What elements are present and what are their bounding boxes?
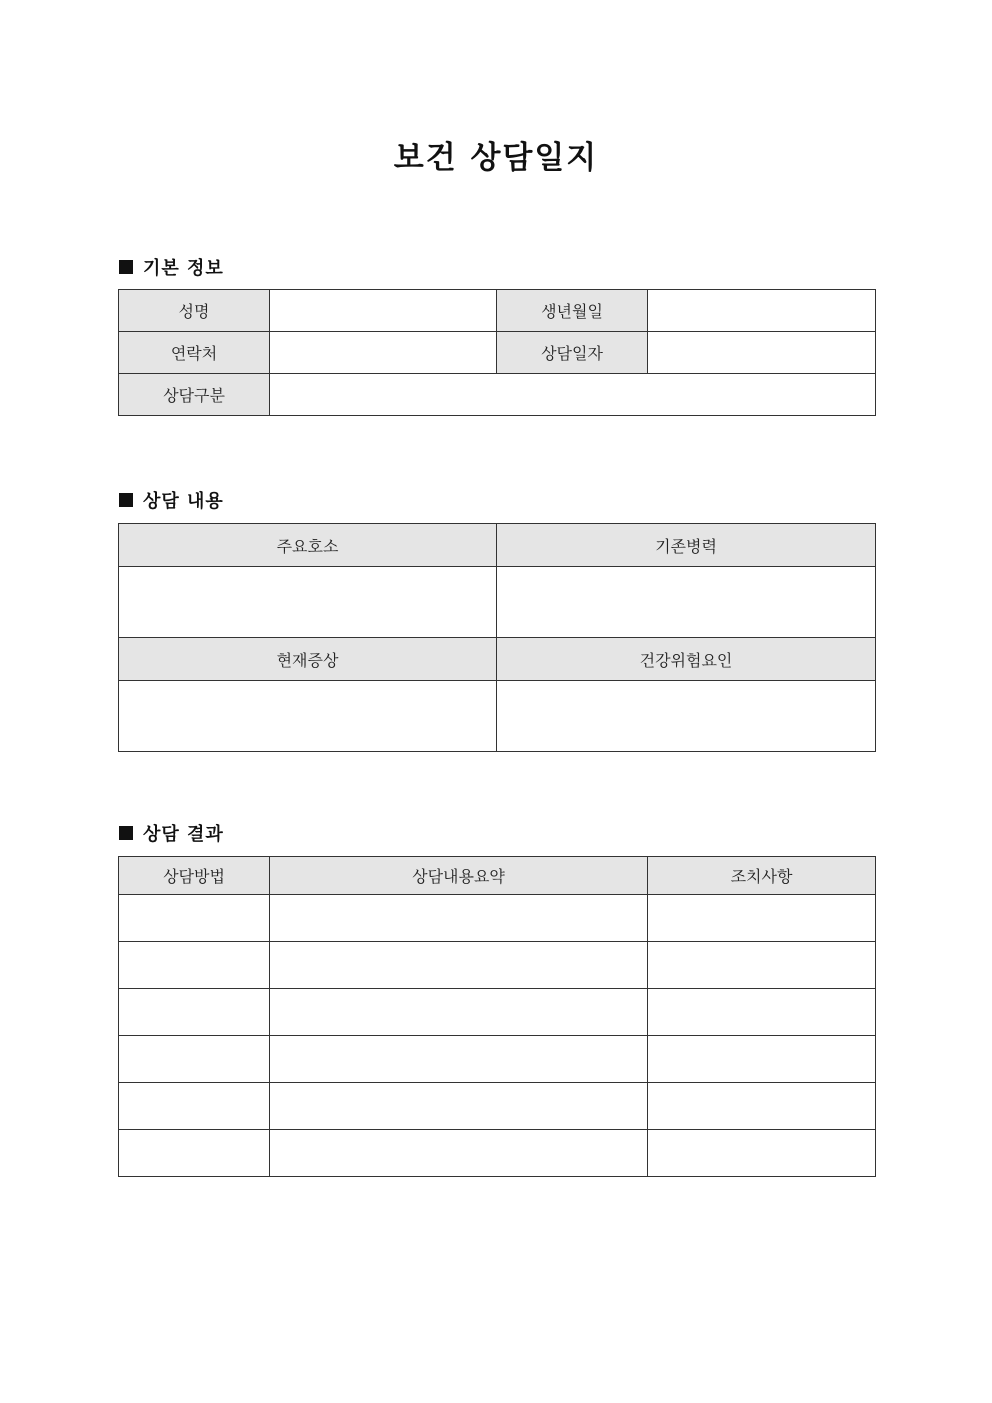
method-cell[interactable] — [119, 895, 270, 942]
table-row — [119, 942, 876, 989]
table-row — [119, 332, 876, 374]
table-row — [119, 989, 876, 1036]
past-history-label: 기존병력 — [497, 524, 876, 567]
section-heading-basic — [119, 254, 224, 280]
chief-complaint-label: 주요호소 — [119, 524, 497, 567]
section-heading-result-text: 상담 결과 — [143, 824, 224, 845]
past-history-field[interactable] — [497, 567, 876, 638]
action-cell[interactable] — [648, 942, 876, 989]
birth-date-label: 생년월일 — [497, 290, 648, 332]
method-cell[interactable] — [119, 1083, 270, 1130]
table-row — [119, 895, 876, 942]
current-symptoms-field[interactable] — [119, 681, 497, 752]
chief-complaint-field[interactable] — [119, 567, 497, 638]
summary-cell[interactable] — [270, 1083, 648, 1130]
summary-cell[interactable] — [270, 989, 648, 1036]
table-row — [119, 524, 876, 567]
table-row — [119, 681, 876, 752]
consult-category-label: 상담구분 — [119, 374, 270, 416]
consult-result-table — [118, 856, 876, 1177]
current-symptoms-label: 현재증상 — [119, 638, 497, 681]
method-cell[interactable] — [119, 1130, 270, 1177]
table-row — [119, 1036, 876, 1083]
table-row — [119, 1083, 876, 1130]
table-header-row — [119, 857, 876, 895]
table-row — [119, 290, 876, 332]
page-title: 보건 상담일지 — [393, 140, 599, 176]
consult-category-field[interactable] — [270, 374, 876, 416]
table-row — [119, 1130, 876, 1177]
basic-info-table — [118, 289, 876, 416]
name-label: 성명 — [119, 290, 270, 332]
action-cell[interactable] — [648, 1130, 876, 1177]
action-cell[interactable] — [648, 1036, 876, 1083]
square-bullet-icon — [119, 493, 133, 507]
section-heading-content-text: 상담 내용 — [143, 491, 224, 512]
column-header-method: 상담방법 — [119, 857, 270, 895]
square-bullet-icon — [119, 260, 133, 274]
section-heading-result — [119, 820, 224, 846]
action-cell[interactable] — [648, 895, 876, 942]
method-cell[interactable] — [119, 1036, 270, 1083]
name-field[interactable] — [270, 290, 497, 332]
action-cell[interactable] — [648, 989, 876, 1036]
method-cell[interactable] — [119, 942, 270, 989]
birth-date-field[interactable] — [648, 290, 876, 332]
summary-cell[interactable] — [270, 895, 648, 942]
summary-cell[interactable] — [270, 1130, 648, 1177]
summary-cell[interactable] — [270, 942, 648, 989]
contact-field[interactable] — [270, 332, 497, 374]
table-row — [119, 567, 876, 638]
risk-factors-label: 건강위험요인 — [497, 638, 876, 681]
table-row — [119, 374, 876, 416]
square-bullet-icon — [119, 826, 133, 840]
action-cell[interactable] — [648, 1083, 876, 1130]
consult-content-table — [118, 523, 876, 752]
column-header-summary: 상담내용요약 — [270, 857, 648, 895]
section-heading-basic-text: 기본 정보 — [143, 258, 224, 279]
column-header-action: 조치사항 — [648, 857, 876, 895]
method-cell[interactable] — [119, 989, 270, 1036]
consult-date-label: 상담일자 — [497, 332, 648, 374]
table-row — [119, 638, 876, 681]
section-heading-content — [119, 487, 224, 513]
summary-cell[interactable] — [270, 1036, 648, 1083]
risk-factors-field[interactable] — [497, 681, 876, 752]
consult-date-field[interactable] — [648, 332, 876, 374]
contact-label: 연락처 — [119, 332, 270, 374]
